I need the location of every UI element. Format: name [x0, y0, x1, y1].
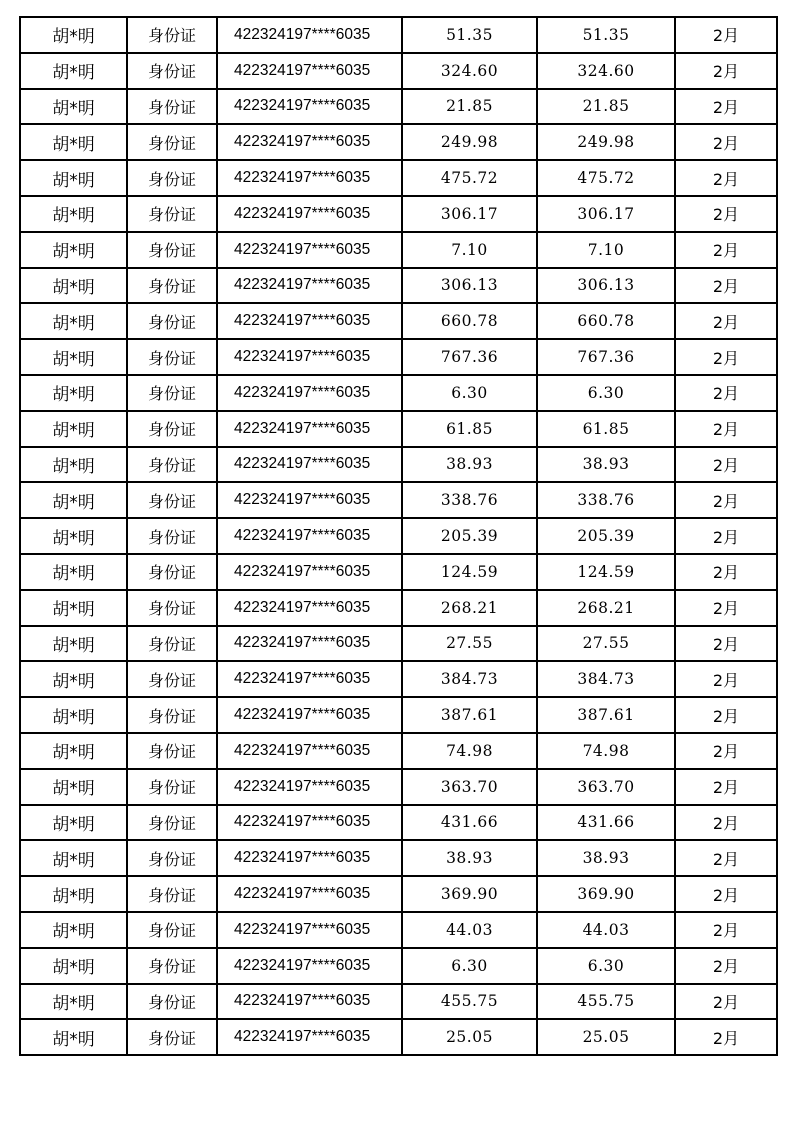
cell-id-number: 422324197****6035 [217, 697, 402, 733]
cell-id-type: 身份证 [127, 805, 217, 841]
cell-month: 2月 [675, 232, 777, 268]
cell-amount-paid: 369.90 [537, 876, 675, 912]
table-row [20, 447, 777, 483]
cell-amount: 324.60 [402, 53, 537, 89]
cell-id-number: 422324197****6035 [217, 661, 402, 697]
cell-amount: 268.21 [402, 590, 537, 626]
cell-id-type: 身份证 [127, 339, 217, 375]
cell-month: 2月 [675, 948, 777, 984]
cell-amount: 384.73 [402, 661, 537, 697]
cell-id-number: 422324197****6035 [217, 948, 402, 984]
cell-id-number: 422324197****6035 [217, 912, 402, 948]
cell-amount: 6.30 [402, 375, 537, 411]
table-row [20, 769, 777, 805]
cell-id-number: 422324197****6035 [217, 17, 402, 53]
cell-name: 胡*明 [20, 268, 127, 304]
cell-amount: 44.03 [402, 912, 537, 948]
cell-id-number: 422324197****6035 [217, 196, 402, 232]
cell-amount: 205.39 [402, 518, 537, 554]
cell-amount: 74.98 [402, 733, 537, 769]
cell-name: 胡*明 [20, 661, 127, 697]
cell-month: 2月 [675, 697, 777, 733]
cell-month: 2月 [675, 196, 777, 232]
table-row [20, 53, 777, 89]
table-row [20, 912, 777, 948]
cell-id-type: 身份证 [127, 626, 217, 662]
cell-name: 胡*明 [20, 303, 127, 339]
cell-amount-paid: 268.21 [537, 590, 675, 626]
cell-amount-paid: 25.05 [537, 1019, 675, 1055]
cell-id-type: 身份证 [127, 232, 217, 268]
cell-amount-paid: 660.78 [537, 303, 675, 339]
cell-id-type: 身份证 [127, 912, 217, 948]
cell-id-type: 身份证 [127, 769, 217, 805]
cell-id-type: 身份证 [127, 984, 217, 1020]
cell-month: 2月 [675, 160, 777, 196]
cell-month: 2月 [675, 1019, 777, 1055]
table-row [20, 268, 777, 304]
cell-amount-paid: 387.61 [537, 697, 675, 733]
cell-id-type: 身份证 [127, 53, 217, 89]
cell-id-number: 422324197****6035 [217, 232, 402, 268]
cell-amount-paid: 306.17 [537, 196, 675, 232]
cell-amount: 21.85 [402, 89, 537, 125]
cell-name: 胡*明 [20, 339, 127, 375]
cell-amount-paid: 124.59 [537, 554, 675, 590]
table-row [20, 124, 777, 160]
cell-id-number: 422324197****6035 [217, 53, 402, 89]
cell-id-type: 身份证 [127, 160, 217, 196]
cell-amount: 369.90 [402, 876, 537, 912]
table-row [20, 482, 777, 518]
cell-id-number: 422324197****6035 [217, 769, 402, 805]
cell-name: 胡*明 [20, 375, 127, 411]
cell-month: 2月 [675, 984, 777, 1020]
cell-name: 胡*明 [20, 518, 127, 554]
cell-amount-paid: 6.30 [537, 948, 675, 984]
cell-amount: 27.55 [402, 626, 537, 662]
cell-name: 胡*明 [20, 876, 127, 912]
cell-id-type: 身份证 [127, 518, 217, 554]
cell-amount: 38.93 [402, 840, 537, 876]
cell-name: 胡*明 [20, 89, 127, 125]
cell-name: 胡*明 [20, 805, 127, 841]
cell-amount-paid: 455.75 [537, 984, 675, 1020]
cell-name: 胡*明 [20, 840, 127, 876]
cell-id-type: 身份证 [127, 661, 217, 697]
cell-month: 2月 [675, 518, 777, 554]
cell-id-type: 身份证 [127, 196, 217, 232]
cell-id-number: 422324197****6035 [217, 339, 402, 375]
cell-amount-paid: 44.03 [537, 912, 675, 948]
cell-id-type: 身份证 [127, 733, 217, 769]
cell-name: 胡*明 [20, 912, 127, 948]
table-body [20, 17, 777, 1055]
cell-name: 胡*明 [20, 124, 127, 160]
cell-id-type: 身份证 [127, 554, 217, 590]
cell-id-number: 422324197****6035 [217, 626, 402, 662]
table-row [20, 984, 777, 1020]
cell-name: 胡*明 [20, 53, 127, 89]
cell-amount-paid: 338.76 [537, 482, 675, 518]
cell-amount: 306.17 [402, 196, 537, 232]
cell-id-type: 身份证 [127, 482, 217, 518]
cell-id-number: 422324197****6035 [217, 482, 402, 518]
payment-records-table [19, 16, 778, 1056]
table-row [20, 805, 777, 841]
cell-id-number: 422324197****6035 [217, 303, 402, 339]
table-row [20, 375, 777, 411]
cell-id-type: 身份证 [127, 303, 217, 339]
cell-amount-paid: 205.39 [537, 518, 675, 554]
cell-amount-paid: 6.30 [537, 375, 675, 411]
cell-amount: 6.30 [402, 948, 537, 984]
table-row [20, 411, 777, 447]
cell-amount: 431.66 [402, 805, 537, 841]
cell-amount-paid: 7.10 [537, 232, 675, 268]
cell-id-number: 422324197****6035 [217, 590, 402, 626]
cell-name: 胡*明 [20, 411, 127, 447]
cell-id-number: 422324197****6035 [217, 984, 402, 1020]
table-row [20, 339, 777, 375]
cell-id-type: 身份证 [127, 948, 217, 984]
cell-amount: 249.98 [402, 124, 537, 160]
table-row [20, 876, 777, 912]
cell-id-number: 422324197****6035 [217, 805, 402, 841]
table-row [20, 518, 777, 554]
cell-name: 胡*明 [20, 160, 127, 196]
cell-id-number: 422324197****6035 [217, 840, 402, 876]
cell-month: 2月 [675, 733, 777, 769]
table-row [20, 1019, 777, 1055]
cell-month: 2月 [675, 912, 777, 948]
cell-month: 2月 [675, 411, 777, 447]
cell-id-type: 身份证 [127, 447, 217, 483]
cell-id-number: 422324197****6035 [217, 411, 402, 447]
cell-month: 2月 [675, 447, 777, 483]
table-row [20, 160, 777, 196]
cell-name: 胡*明 [20, 447, 127, 483]
cell-name: 胡*明 [20, 196, 127, 232]
cell-amount: 51.35 [402, 17, 537, 53]
cell-id-type: 身份证 [127, 411, 217, 447]
cell-amount-paid: 38.93 [537, 840, 675, 876]
cell-id-number: 422324197****6035 [217, 1019, 402, 1055]
cell-amount: 767.36 [402, 339, 537, 375]
cell-amount: 124.59 [402, 554, 537, 590]
cell-name: 胡*明 [20, 948, 127, 984]
cell-amount: 660.78 [402, 303, 537, 339]
cell-id-number: 422324197****6035 [217, 554, 402, 590]
cell-amount-paid: 21.85 [537, 89, 675, 125]
cell-month: 2月 [675, 375, 777, 411]
table-row [20, 840, 777, 876]
cell-amount-paid: 306.13 [537, 268, 675, 304]
cell-amount: 25.05 [402, 1019, 537, 1055]
cell-amount: 306.13 [402, 268, 537, 304]
cell-name: 胡*明 [20, 984, 127, 1020]
cell-name: 胡*明 [20, 554, 127, 590]
cell-amount: 61.85 [402, 411, 537, 447]
cell-name: 胡*明 [20, 1019, 127, 1055]
cell-month: 2月 [675, 17, 777, 53]
cell-month: 2月 [675, 840, 777, 876]
table-row [20, 196, 777, 232]
cell-name: 胡*明 [20, 232, 127, 268]
cell-id-number: 422324197****6035 [217, 89, 402, 125]
cell-month: 2月 [675, 554, 777, 590]
cell-month: 2月 [675, 53, 777, 89]
cell-amount: 475.72 [402, 160, 537, 196]
table-row [20, 303, 777, 339]
cell-amount: 38.93 [402, 447, 537, 483]
cell-amount-paid: 475.72 [537, 160, 675, 196]
cell-amount: 387.61 [402, 697, 537, 733]
cell-id-number: 422324197****6035 [217, 375, 402, 411]
table-row [20, 590, 777, 626]
cell-name: 胡*明 [20, 769, 127, 805]
table-row [20, 626, 777, 662]
cell-id-number: 422324197****6035 [217, 876, 402, 912]
cell-id-type: 身份证 [127, 840, 217, 876]
cell-amount-paid: 431.66 [537, 805, 675, 841]
cell-id-type: 身份证 [127, 17, 217, 53]
cell-id-number: 422324197****6035 [217, 447, 402, 483]
cell-name: 胡*明 [20, 590, 127, 626]
cell-amount-paid: 384.73 [537, 661, 675, 697]
cell-id-number: 422324197****6035 [217, 518, 402, 554]
cell-amount: 338.76 [402, 482, 537, 518]
cell-name: 胡*明 [20, 733, 127, 769]
table-row [20, 661, 777, 697]
cell-name: 胡*明 [20, 626, 127, 662]
cell-id-type: 身份证 [127, 124, 217, 160]
cell-amount-paid: 38.93 [537, 447, 675, 483]
cell-amount-paid: 27.55 [537, 626, 675, 662]
cell-id-number: 422324197****6035 [217, 268, 402, 304]
cell-month: 2月 [675, 590, 777, 626]
table-row [20, 697, 777, 733]
cell-id-type: 身份证 [127, 697, 217, 733]
cell-month: 2月 [675, 626, 777, 662]
cell-month: 2月 [675, 805, 777, 841]
cell-amount-paid: 324.60 [537, 53, 675, 89]
cell-id-type: 身份证 [127, 590, 217, 626]
cell-amount-paid: 767.36 [537, 339, 675, 375]
table-row [20, 733, 777, 769]
cell-amount-paid: 74.98 [537, 733, 675, 769]
cell-amount-paid: 249.98 [537, 124, 675, 160]
table-row [20, 232, 777, 268]
cell-id-type: 身份证 [127, 89, 217, 125]
cell-id-number: 422324197****6035 [217, 124, 402, 160]
cell-id-type: 身份证 [127, 1019, 217, 1055]
cell-month: 2月 [675, 661, 777, 697]
cell-amount-paid: 61.85 [537, 411, 675, 447]
table-row [20, 89, 777, 125]
cell-month: 2月 [675, 482, 777, 518]
cell-id-type: 身份证 [127, 268, 217, 304]
table-row [20, 17, 777, 53]
cell-amount: 363.70 [402, 769, 537, 805]
cell-name: 胡*明 [20, 697, 127, 733]
cell-amount: 7.10 [402, 232, 537, 268]
cell-month: 2月 [675, 303, 777, 339]
cell-amount-paid: 51.35 [537, 17, 675, 53]
cell-month: 2月 [675, 89, 777, 125]
cell-name: 胡*明 [20, 482, 127, 518]
cell-id-number: 422324197****6035 [217, 733, 402, 769]
cell-month: 2月 [675, 124, 777, 160]
cell-amount-paid: 363.70 [537, 769, 675, 805]
cell-month: 2月 [675, 769, 777, 805]
table-row [20, 948, 777, 984]
cell-id-type: 身份证 [127, 375, 217, 411]
cell-id-number: 422324197****6035 [217, 160, 402, 196]
cell-id-type: 身份证 [127, 876, 217, 912]
cell-name: 胡*明 [20, 17, 127, 53]
cell-month: 2月 [675, 339, 777, 375]
cell-month: 2月 [675, 268, 777, 304]
cell-amount: 455.75 [402, 984, 537, 1020]
cell-month: 2月 [675, 876, 777, 912]
table-row [20, 554, 777, 590]
